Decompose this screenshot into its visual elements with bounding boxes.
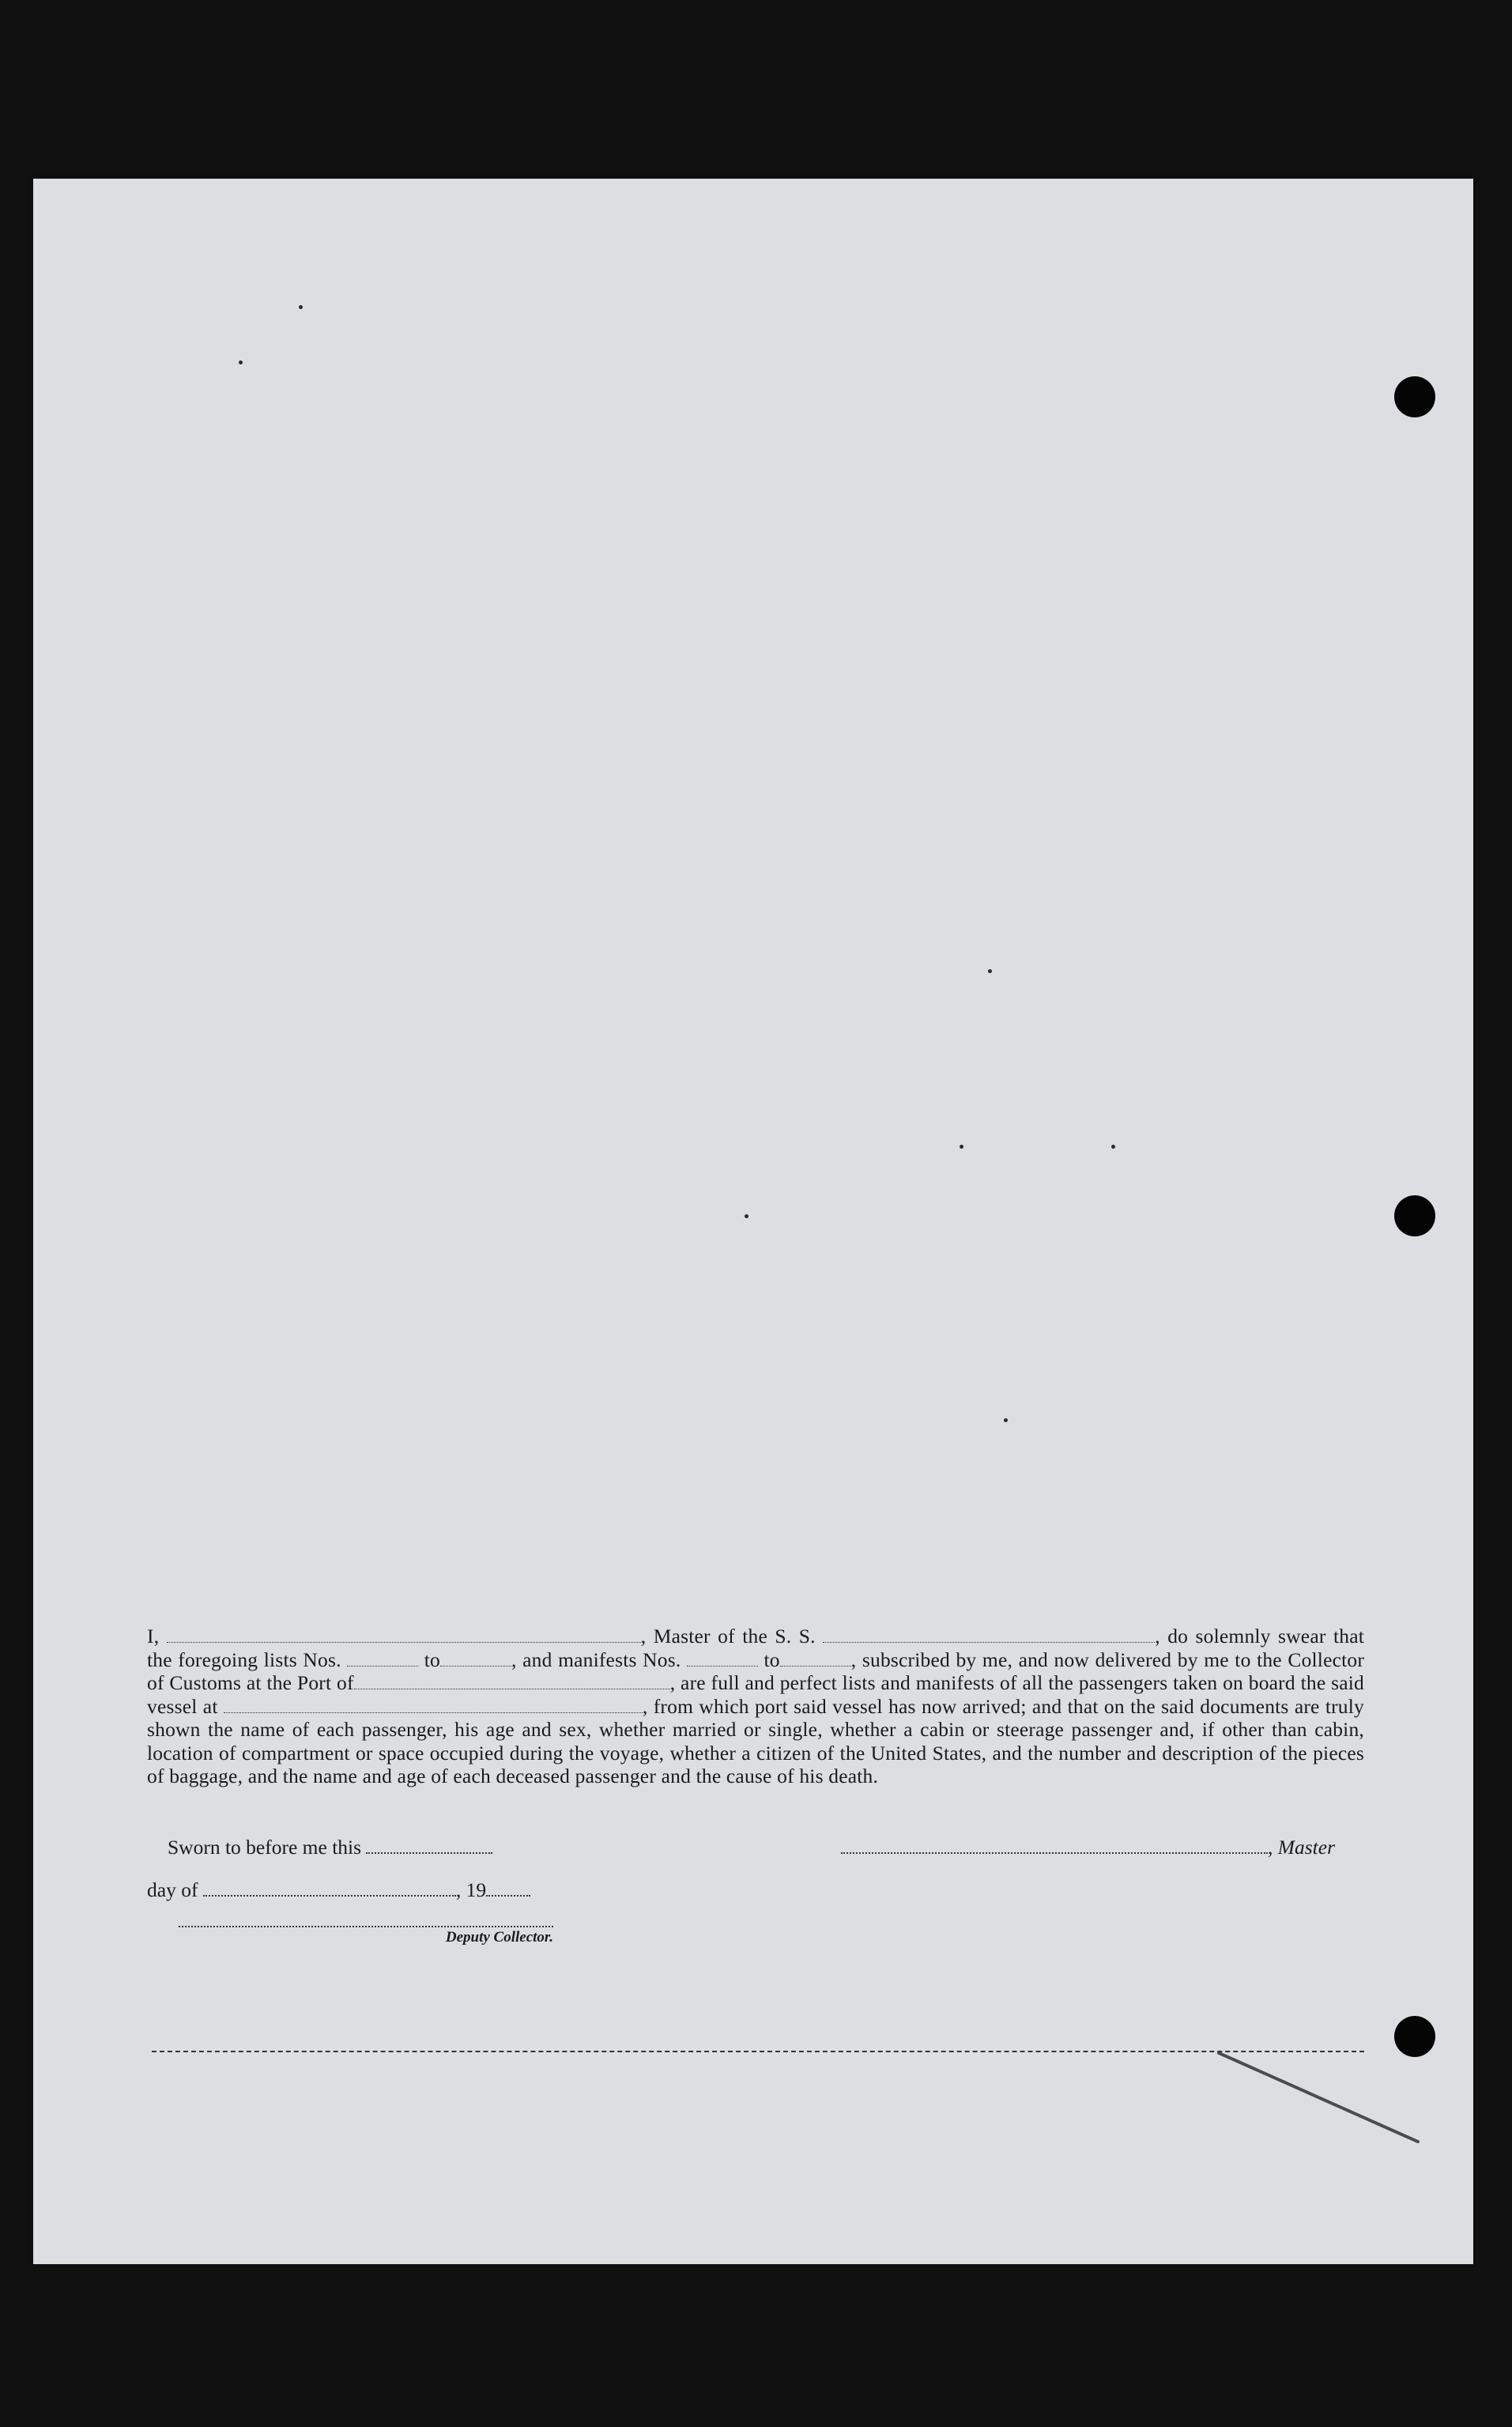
sworn-line <box>168 1836 492 1859</box>
master-signature-line <box>841 1836 1335 1859</box>
year-blank <box>486 1883 530 1897</box>
speck <box>1004 1418 1008 1422</box>
oath-text-7: , subscribed by me, and now delivered by me to the Collector of Customs at the Port of <box>147 1648 1365 1694</box>
speck <box>960 1145 963 1149</box>
departure-port-blank <box>224 1696 643 1712</box>
oath-text-1: I, <box>147 1625 160 1648</box>
oath-text-3: , do solemnly swear that the foregoing lists Nos. <box>147 1625 1364 1671</box>
oath-text-2: , Master of the S. S. <box>640 1625 816 1648</box>
punch-hole-top <box>1394 376 1435 417</box>
deputy-collector-label: Deputy Collector. <box>445 1929 553 1946</box>
lists-to-blank <box>440 1649 511 1666</box>
sworn-day-blank <box>366 1840 492 1854</box>
port-blank <box>354 1673 670 1689</box>
speck <box>299 305 303 309</box>
day-of-line <box>147 1878 530 1902</box>
sworn-label: Sworn to before me this <box>168 1836 362 1859</box>
speck <box>745 1214 748 1218</box>
master-signature-blank <box>841 1840 1268 1854</box>
vessel-name-blank <box>823 1626 1155 1643</box>
punch-hole-bottom <box>1394 2016 1435 2057</box>
master-oath-paragraph <box>147 1625 1364 1788</box>
speck <box>1111 1145 1115 1149</box>
manifests-from-blank <box>687 1649 758 1666</box>
oath-text-8: , are full and perfect lists and manifests of all the passengers taken on board the said vessel at <box>147 1671 1364 1718</box>
day-of-label: day of <box>147 1878 198 1901</box>
master-name-blank <box>167 1626 641 1643</box>
oath-text-5: , and manifests Nos. <box>511 1648 681 1671</box>
punch-hole-middle <box>1394 1195 1435 1236</box>
document-page <box>33 179 1473 2264</box>
year-prefix: , 19 <box>455 1878 487 1901</box>
oath-text-6: to <box>764 1648 780 1671</box>
lists-from-blank <box>347 1649 418 1666</box>
speck <box>239 360 243 364</box>
oath-text-9: , from which port said vessel has now arrived; and that on the said documents are truly shown the name of each passenger, his age and sex, whether married or single, whether a cabin or steerage passenger and, if other than cabin, location of compartment or space occupied during the voyage, whether a citizen of the United States, and the number and description of the pieces of baggage, and the name and age of each deceased passenger and the cause of his death. <box>147 1694 1364 1787</box>
deputy-signature-rule <box>179 1926 553 1927</box>
oath-text-4: to <box>424 1648 441 1671</box>
month-blank <box>203 1883 456 1897</box>
manifests-to-blank <box>780 1649 851 1666</box>
bottom-dashed-rule <box>152 2051 1364 2052</box>
speck <box>988 969 992 973</box>
master-label: , Master <box>1268 1836 1335 1859</box>
